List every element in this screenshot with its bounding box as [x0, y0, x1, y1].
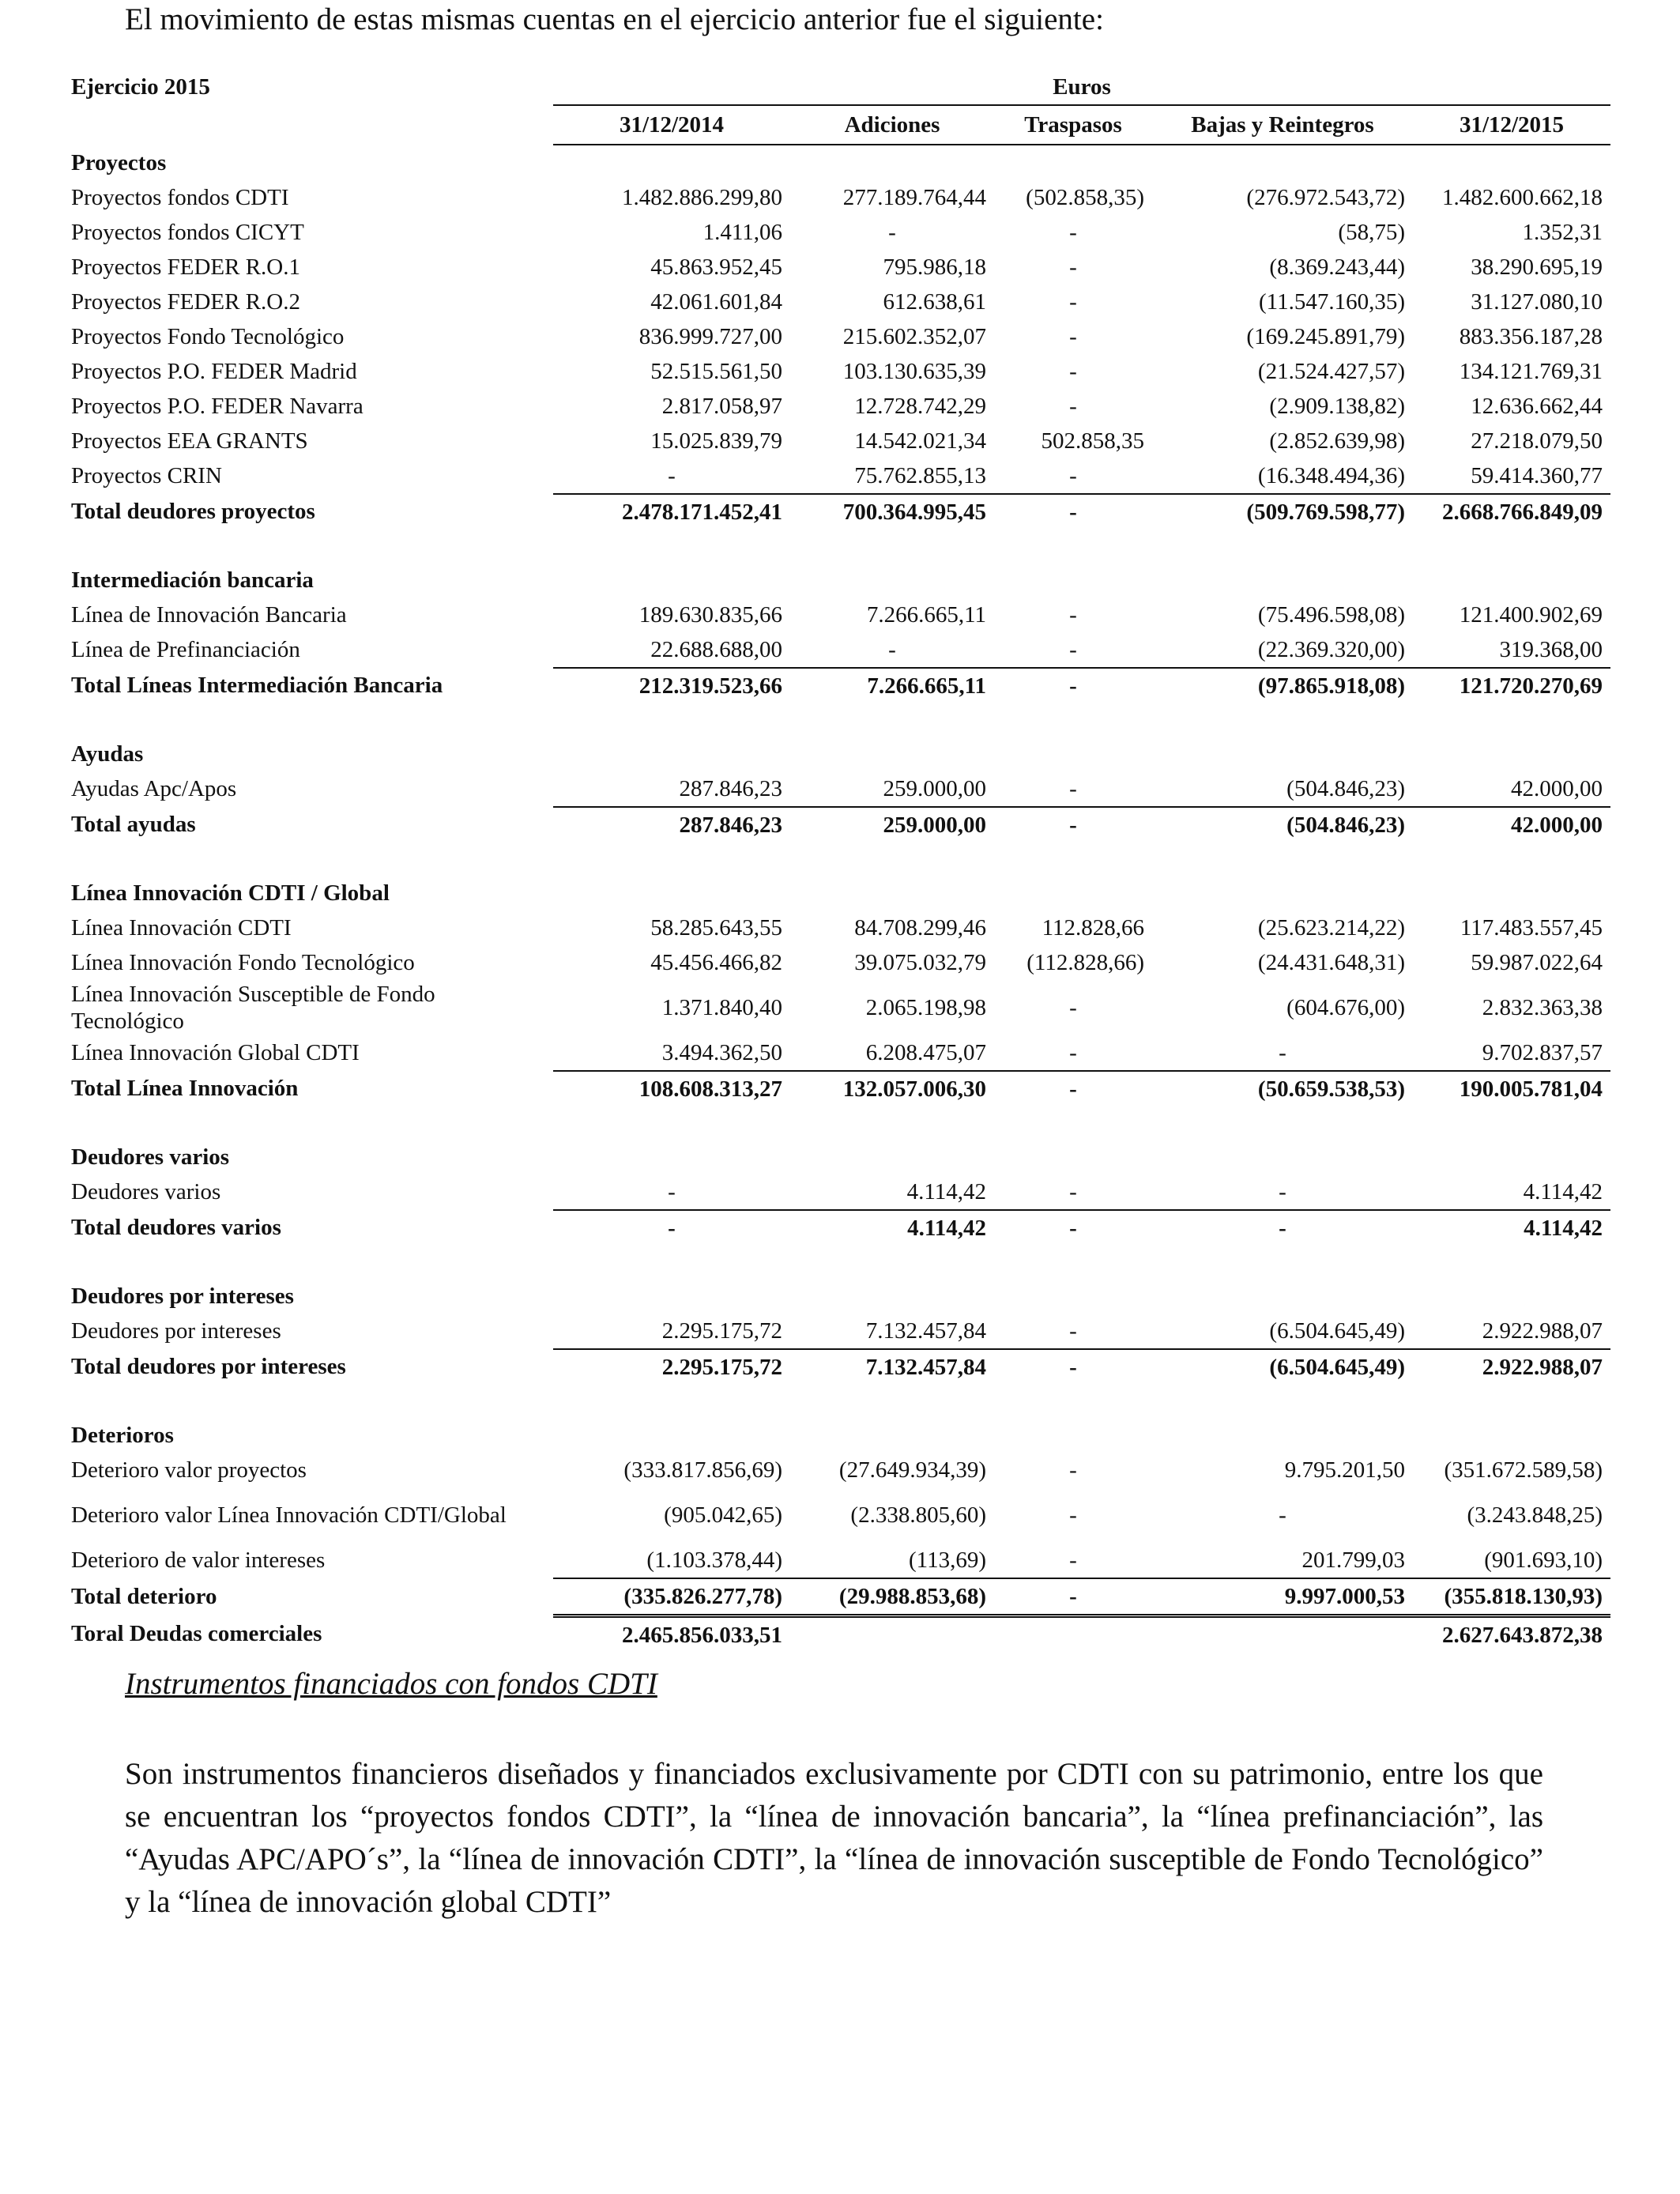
- row-value: 84.708.299,46: [854, 914, 986, 941]
- section-heading: Ayudas: [71, 741, 144, 767]
- spacer-row: [70, 530, 1610, 563]
- table-row: [70, 1035, 1610, 1071]
- row-value: 795.986,18: [883, 254, 986, 280]
- row-value: (2.909.138,82): [1269, 393, 1405, 419]
- total-value: 7.132.457,84: [790, 1349, 994, 1385]
- total-value: (97.865.918,08): [1152, 668, 1413, 703]
- intro-text: El movimiento de estas mismas cuentas en el ejercicio anterior fue el siguiente:: [125, 2, 1104, 36]
- row-label: Proyectos FEDER R.O.1: [71, 254, 300, 280]
- table-row: [70, 215, 1610, 250]
- column-header: 31/12/2014: [553, 105, 790, 145]
- row-value: (58,75): [1338, 219, 1405, 245]
- section-subheading: Instrumentos financiados con fondos CDTI: [125, 1667, 657, 1701]
- row-value: 6.208.475,07: [865, 1039, 986, 1065]
- table-row: [70, 1487, 1610, 1543]
- row-label: Proyectos fondos CDTI: [71, 184, 289, 210]
- table-row: [70, 1174, 1610, 1210]
- row-value: 1.482.600.662,18: [1442, 184, 1603, 210]
- row-value: 12.636.662,44: [1471, 393, 1603, 419]
- header-row-columns: [70, 105, 1610, 145]
- row-value: 121.400.902,69: [1459, 601, 1603, 628]
- row-value: -: [1069, 462, 1077, 488]
- row-value: 42.061.601,84: [650, 288, 782, 315]
- row-value: (2.852.639,98): [1269, 428, 1405, 454]
- row-value: 134.121.769,31: [1459, 358, 1603, 384]
- row-value: 1.352,31: [1522, 219, 1603, 245]
- table-row: [70, 250, 1610, 285]
- section-heading-row: [70, 737, 1610, 771]
- total-value: (504.846,23): [1152, 807, 1413, 843]
- row-value: (502.858,35): [1026, 184, 1144, 210]
- row-value: 7.266.665,11: [866, 601, 986, 628]
- table-row: [70, 424, 1610, 458]
- row-value: (2.338.805,60): [850, 1502, 986, 1528]
- row-value: 612.638,61: [883, 288, 986, 315]
- row-value: -: [1069, 323, 1077, 349]
- total-row: [70, 1349, 1610, 1385]
- row-value: (169.245.891,79): [1246, 323, 1405, 349]
- row-value: 38.290.695,19: [1471, 254, 1603, 280]
- total-label: Total Líneas Intermediación Bancaria: [71, 673, 443, 698]
- row-value: (333.817.856,69): [623, 1457, 782, 1483]
- row-value: 31.127.080,10: [1471, 288, 1603, 315]
- row-value: -: [1069, 601, 1077, 628]
- row-value: -: [1069, 1502, 1077, 1528]
- row-value: 9.702.837,57: [1482, 1039, 1603, 1065]
- section-heading: Línea Innovación CDTI / Global: [71, 880, 390, 906]
- table-body: [70, 70, 1610, 1653]
- row-label: Proyectos FEDER R.O.2: [71, 288, 300, 315]
- section-heading-row: [70, 145, 1610, 180]
- row-value: (24.431.648,31): [1257, 949, 1405, 975]
- table-row: [70, 458, 1610, 494]
- total-row: [70, 807, 1610, 843]
- row-value: 59.987.022,64: [1471, 949, 1603, 975]
- total-value: -: [553, 1210, 790, 1246]
- row-value: 319.368,00: [1499, 636, 1603, 662]
- section-heading-row: [70, 1418, 1610, 1453]
- table-row: [70, 1543, 1610, 1578]
- table-title: Ejercicio 2015: [71, 74, 210, 100]
- row-value: 2.295.175,72: [661, 1318, 782, 1344]
- section-heading-row: [70, 1140, 1610, 1174]
- total-value: (29.988.853,68): [790, 1578, 994, 1616]
- grand-total-value: 2.465.856.033,51: [553, 1616, 790, 1653]
- row-value: 277.189.764,44: [842, 184, 986, 210]
- table-row: [70, 389, 1610, 424]
- row-value: (1.103.378,44): [646, 1547, 782, 1573]
- total-value: 42.000,00: [1413, 807, 1610, 843]
- section-heading: Deudores varios: [71, 1144, 230, 1170]
- row-value: 7.132.457,84: [865, 1318, 986, 1344]
- total-value: 132.057.006,30: [790, 1071, 994, 1106]
- row-value: 39.075.032,79: [854, 949, 986, 975]
- spacer-cell: [70, 1246, 1610, 1279]
- spacer-row: [70, 703, 1610, 737]
- row-value: 215.602.352,07: [842, 323, 986, 349]
- table-row: [70, 980, 1610, 1035]
- row-value: (351.672.589,58): [1444, 1457, 1603, 1483]
- row-value: -: [1069, 358, 1077, 384]
- row-value: -: [1069, 254, 1077, 280]
- row-value: -: [1279, 1178, 1286, 1204]
- total-value: -: [1152, 1210, 1413, 1246]
- row-value: (11.547.160,35): [1259, 288, 1405, 315]
- row-value: -: [1069, 994, 1077, 1020]
- row-value: 22.688.688,00: [650, 636, 782, 662]
- total-value: 2.478.171.452,41: [553, 494, 790, 530]
- row-value: (905.042,65): [664, 1502, 782, 1528]
- row-value: -: [1069, 1457, 1077, 1483]
- section-heading-row: [70, 563, 1610, 598]
- section-heading: Proyectos: [71, 149, 167, 175]
- section-heading: Intermediación bancaria: [71, 567, 314, 593]
- row-value: 45.456.466,82: [650, 949, 782, 975]
- row-value: 117.483.557,45: [1460, 914, 1603, 941]
- row-value: 27.218.079,50: [1471, 428, 1603, 454]
- row-value: -: [888, 636, 896, 662]
- header-spacer: [70, 105, 553, 145]
- row-label: Ayudas Apc/Apos: [71, 776, 237, 801]
- spacer-row: [70, 1385, 1610, 1418]
- row-value: -: [1069, 775, 1077, 801]
- spacer-cell: [70, 1385, 1610, 1418]
- total-value: (6.504.645,49): [1152, 1349, 1413, 1385]
- total-value: (335.826.277,78): [553, 1578, 790, 1616]
- table-row: [70, 1314, 1610, 1349]
- total-value: 212.319.523,66: [553, 668, 790, 703]
- row-value: (504.846,23): [1286, 775, 1405, 801]
- row-value: (8.369.243,44): [1269, 254, 1405, 280]
- row-value: -: [888, 219, 896, 245]
- row-label: Línea Innovación Global CDTI: [71, 1040, 360, 1065]
- row-value: (901.693,10): [1484, 1547, 1603, 1573]
- row-value: 2.832.363,38: [1482, 994, 1603, 1020]
- section-heading: Deudores por intereses: [71, 1283, 294, 1309]
- row-value: 502.858,35: [1041, 428, 1144, 454]
- row-value: 9.795.201,50: [1284, 1457, 1405, 1483]
- total-value: (50.659.538,53): [1152, 1071, 1413, 1106]
- row-value: 2.922.988,07: [1482, 1318, 1603, 1344]
- row-value: 287.846,23: [679, 775, 782, 801]
- row-label: Línea Innovación CDTI: [71, 914, 292, 941]
- total-value: 9.997.000,53: [1152, 1578, 1413, 1616]
- total-row: [70, 494, 1610, 530]
- total-row: [70, 1071, 1610, 1106]
- row-value: 52.515.561,50: [650, 358, 782, 384]
- row-value: -: [1069, 636, 1077, 662]
- grand-total-value: 2.627.643.872,38: [1413, 1616, 1610, 1653]
- row-label: Proyectos CRIN: [71, 463, 222, 488]
- row-label: Deterioro de valor intereses: [71, 1547, 326, 1573]
- column-header: Traspasos: [994, 105, 1152, 145]
- total-value: 2.668.766.849,09: [1413, 494, 1610, 530]
- row-value: 259.000,00: [883, 775, 986, 801]
- table-row: [70, 1453, 1610, 1487]
- total-value: -: [994, 494, 1152, 530]
- row-value: -: [1069, 219, 1077, 245]
- grand-total-row: [70, 1616, 1610, 1653]
- total-row: [70, 1210, 1610, 1246]
- row-value: (6.504.645,49): [1269, 1318, 1405, 1344]
- row-value: -: [1279, 1039, 1286, 1065]
- row-value: 15.025.839,79: [650, 428, 782, 454]
- row-value: (21.524.427,57): [1257, 358, 1405, 384]
- row-value: (604.676,00): [1286, 994, 1405, 1020]
- total-value: 2.922.988,07: [1413, 1349, 1610, 1385]
- row-value: 75.762.855,13: [854, 462, 986, 488]
- table-row: [70, 354, 1610, 389]
- row-value: 45.863.952,45: [650, 254, 782, 280]
- row-label: Proyectos EEA GRANTS: [71, 428, 308, 454]
- row-value: -: [1069, 393, 1077, 419]
- row-value: 103.130.635,39: [842, 358, 986, 384]
- row-label: Proyectos P.O. FEDER Madrid: [71, 358, 357, 384]
- total-value: (509.769.598,77): [1152, 494, 1413, 530]
- row-value: -: [1069, 288, 1077, 315]
- row-value: (113,69): [909, 1547, 986, 1573]
- row-value: 1.371.840,40: [661, 994, 782, 1020]
- section-heading-row: [70, 876, 1610, 910]
- total-value: 7.266.665,11: [790, 668, 994, 703]
- row-value: (16.348.494,36): [1257, 462, 1405, 488]
- section-heading: Deterioros: [71, 1422, 174, 1448]
- row-value: -: [1069, 1547, 1077, 1573]
- row-value: 1.411,06: [703, 219, 782, 245]
- row-label: Línea Innovación Fondo Tecnológico: [71, 949, 415, 975]
- table-row: [70, 910, 1610, 945]
- movement-table: [70, 70, 1610, 1653]
- row-value: -: [668, 462, 676, 488]
- row-label: Deudores por intereses: [71, 1318, 281, 1344]
- total-value: 4.114,42: [1413, 1210, 1610, 1246]
- header-row-euros: [70, 70, 1610, 105]
- table-row: [70, 632, 1610, 668]
- row-value: 3.494.362,50: [661, 1039, 782, 1065]
- total-label: Total deudores proyectos: [71, 499, 315, 524]
- row-value: 12.728.742,29: [854, 393, 986, 419]
- total-label: Total deudores por intereses: [71, 1354, 346, 1379]
- section-heading-row: [70, 1279, 1610, 1314]
- row-value: -: [1279, 1502, 1286, 1528]
- row-value: (22.369.320,00): [1257, 636, 1405, 662]
- row-value: (112.828,66): [1026, 949, 1144, 975]
- row-label: Proyectos fondos CICYT: [71, 219, 304, 245]
- grand-total-value: [1152, 1616, 1413, 1653]
- total-value: 190.005.781,04: [1413, 1071, 1610, 1106]
- spacer-row: [70, 1246, 1610, 1279]
- row-value: 59.414.360,77: [1471, 462, 1603, 488]
- total-value: 259.000,00: [790, 807, 994, 843]
- total-label: Total deterioro: [71, 1584, 217, 1610]
- total-value: 108.608.313,27: [553, 1071, 790, 1106]
- total-value: 287.846,23: [553, 807, 790, 843]
- total-value: 121.720.270,69: [1413, 668, 1610, 703]
- row-value: 4.114,42: [906, 1178, 986, 1204]
- total-label: Total Línea Innovación: [71, 1076, 299, 1101]
- table-row: [70, 319, 1610, 354]
- row-label: Línea de Innovación Bancaria: [71, 601, 347, 628]
- row-value: (25.623.214,22): [1257, 914, 1405, 941]
- total-value: (355.818.130,93): [1413, 1578, 1610, 1616]
- row-value: -: [1069, 1318, 1077, 1344]
- total-value: -: [994, 1578, 1152, 1616]
- row-value: 42.000,00: [1511, 775, 1603, 801]
- row-value: -: [668, 1178, 676, 1204]
- row-value: (3.243.848,25): [1467, 1502, 1603, 1528]
- column-header: Bajas y Reintegros: [1152, 105, 1413, 145]
- total-value: -: [994, 1071, 1152, 1106]
- spacer-cell: [70, 530, 1610, 563]
- currency-label: Euros: [1053, 74, 1111, 100]
- row-value: 14.542.021,34: [854, 428, 986, 454]
- row-value: (27.649.934,39): [838, 1457, 986, 1483]
- table-row: [70, 180, 1610, 215]
- grand-total-value: [994, 1616, 1152, 1653]
- row-label: Línea Innovación Susceptible de Fondo Tecnológico: [71, 982, 435, 1034]
- spacer-row: [70, 843, 1610, 876]
- row-value: 201.799,03: [1301, 1547, 1405, 1573]
- spacer-row: [70, 1106, 1610, 1140]
- grand-total-label: Toral Deudas comerciales: [71, 1621, 322, 1647]
- total-value: -: [994, 668, 1152, 703]
- row-value: 836.999.727,00: [638, 323, 782, 349]
- total-value: 4.114,42: [790, 1210, 994, 1246]
- row-label: Deudores varios: [71, 1179, 221, 1204]
- table-row: [70, 285, 1610, 319]
- spacer-cell: [70, 1106, 1610, 1140]
- row-value: 883.356.187,28: [1459, 323, 1603, 349]
- row-value: -: [1069, 1039, 1077, 1065]
- total-value: -: [994, 807, 1152, 843]
- row-value: (276.972.543,72): [1246, 184, 1405, 210]
- row-value: 1.482.886.299,80: [622, 184, 782, 210]
- body-paragraph: Son instrumentos financieros diseñados y financiados exclusivamente por CDTI con su patrimonio, entre los que se encuentran los “proyectos fondos CDTI”, la “línea de innovación bancaria”, la “línea prefinanciación”, las “Ayudas APC/APO´s”, la “línea de innovación CDTI”, la “línea de innovación susceptible de Fondo Tecnológico” y la “línea de innovación global CDTI”: [125, 1757, 1543, 1919]
- total-row: [70, 668, 1610, 703]
- total-label: Total ayudas: [71, 812, 196, 837]
- table-row: [70, 598, 1610, 632]
- row-value: 58.285.643,55: [650, 914, 782, 941]
- row-value: (75.496.598,08): [1257, 601, 1405, 628]
- column-header: Adiciones: [790, 105, 994, 145]
- row-label: Proyectos Fondo Tecnológico: [71, 323, 345, 349]
- row-value: 2.817.058,97: [661, 393, 782, 419]
- row-label: Deterioro valor proyectos: [71, 1457, 307, 1483]
- row-label: Deterioro valor Línea Innovación CDTI/Global: [71, 1502, 507, 1528]
- table-row: [70, 945, 1610, 980]
- row-value: 112.828,66: [1042, 914, 1144, 941]
- spacer-cell: [70, 703, 1610, 737]
- spacer-cell: [70, 843, 1610, 876]
- total-value: 700.364.995,45: [790, 494, 994, 530]
- grand-total-value: [790, 1616, 994, 1653]
- row-value: 189.630.835,66: [638, 601, 782, 628]
- total-row: [70, 1578, 1610, 1616]
- row-label: Proyectos P.O. FEDER Navarra: [71, 393, 363, 419]
- row-value: 4.114,42: [1523, 1178, 1603, 1204]
- row-label: Línea de Prefinanciación: [71, 637, 300, 662]
- total-value: -: [994, 1210, 1152, 1246]
- table-row: [70, 771, 1610, 807]
- row-value: -: [1069, 1178, 1077, 1204]
- total-value: 2.295.175,72: [553, 1349, 790, 1385]
- total-label: Total deudores varios: [71, 1215, 281, 1240]
- column-header: 31/12/2015: [1413, 105, 1610, 145]
- total-value: -: [994, 1349, 1152, 1385]
- row-value: 2.065.198,98: [865, 994, 986, 1020]
